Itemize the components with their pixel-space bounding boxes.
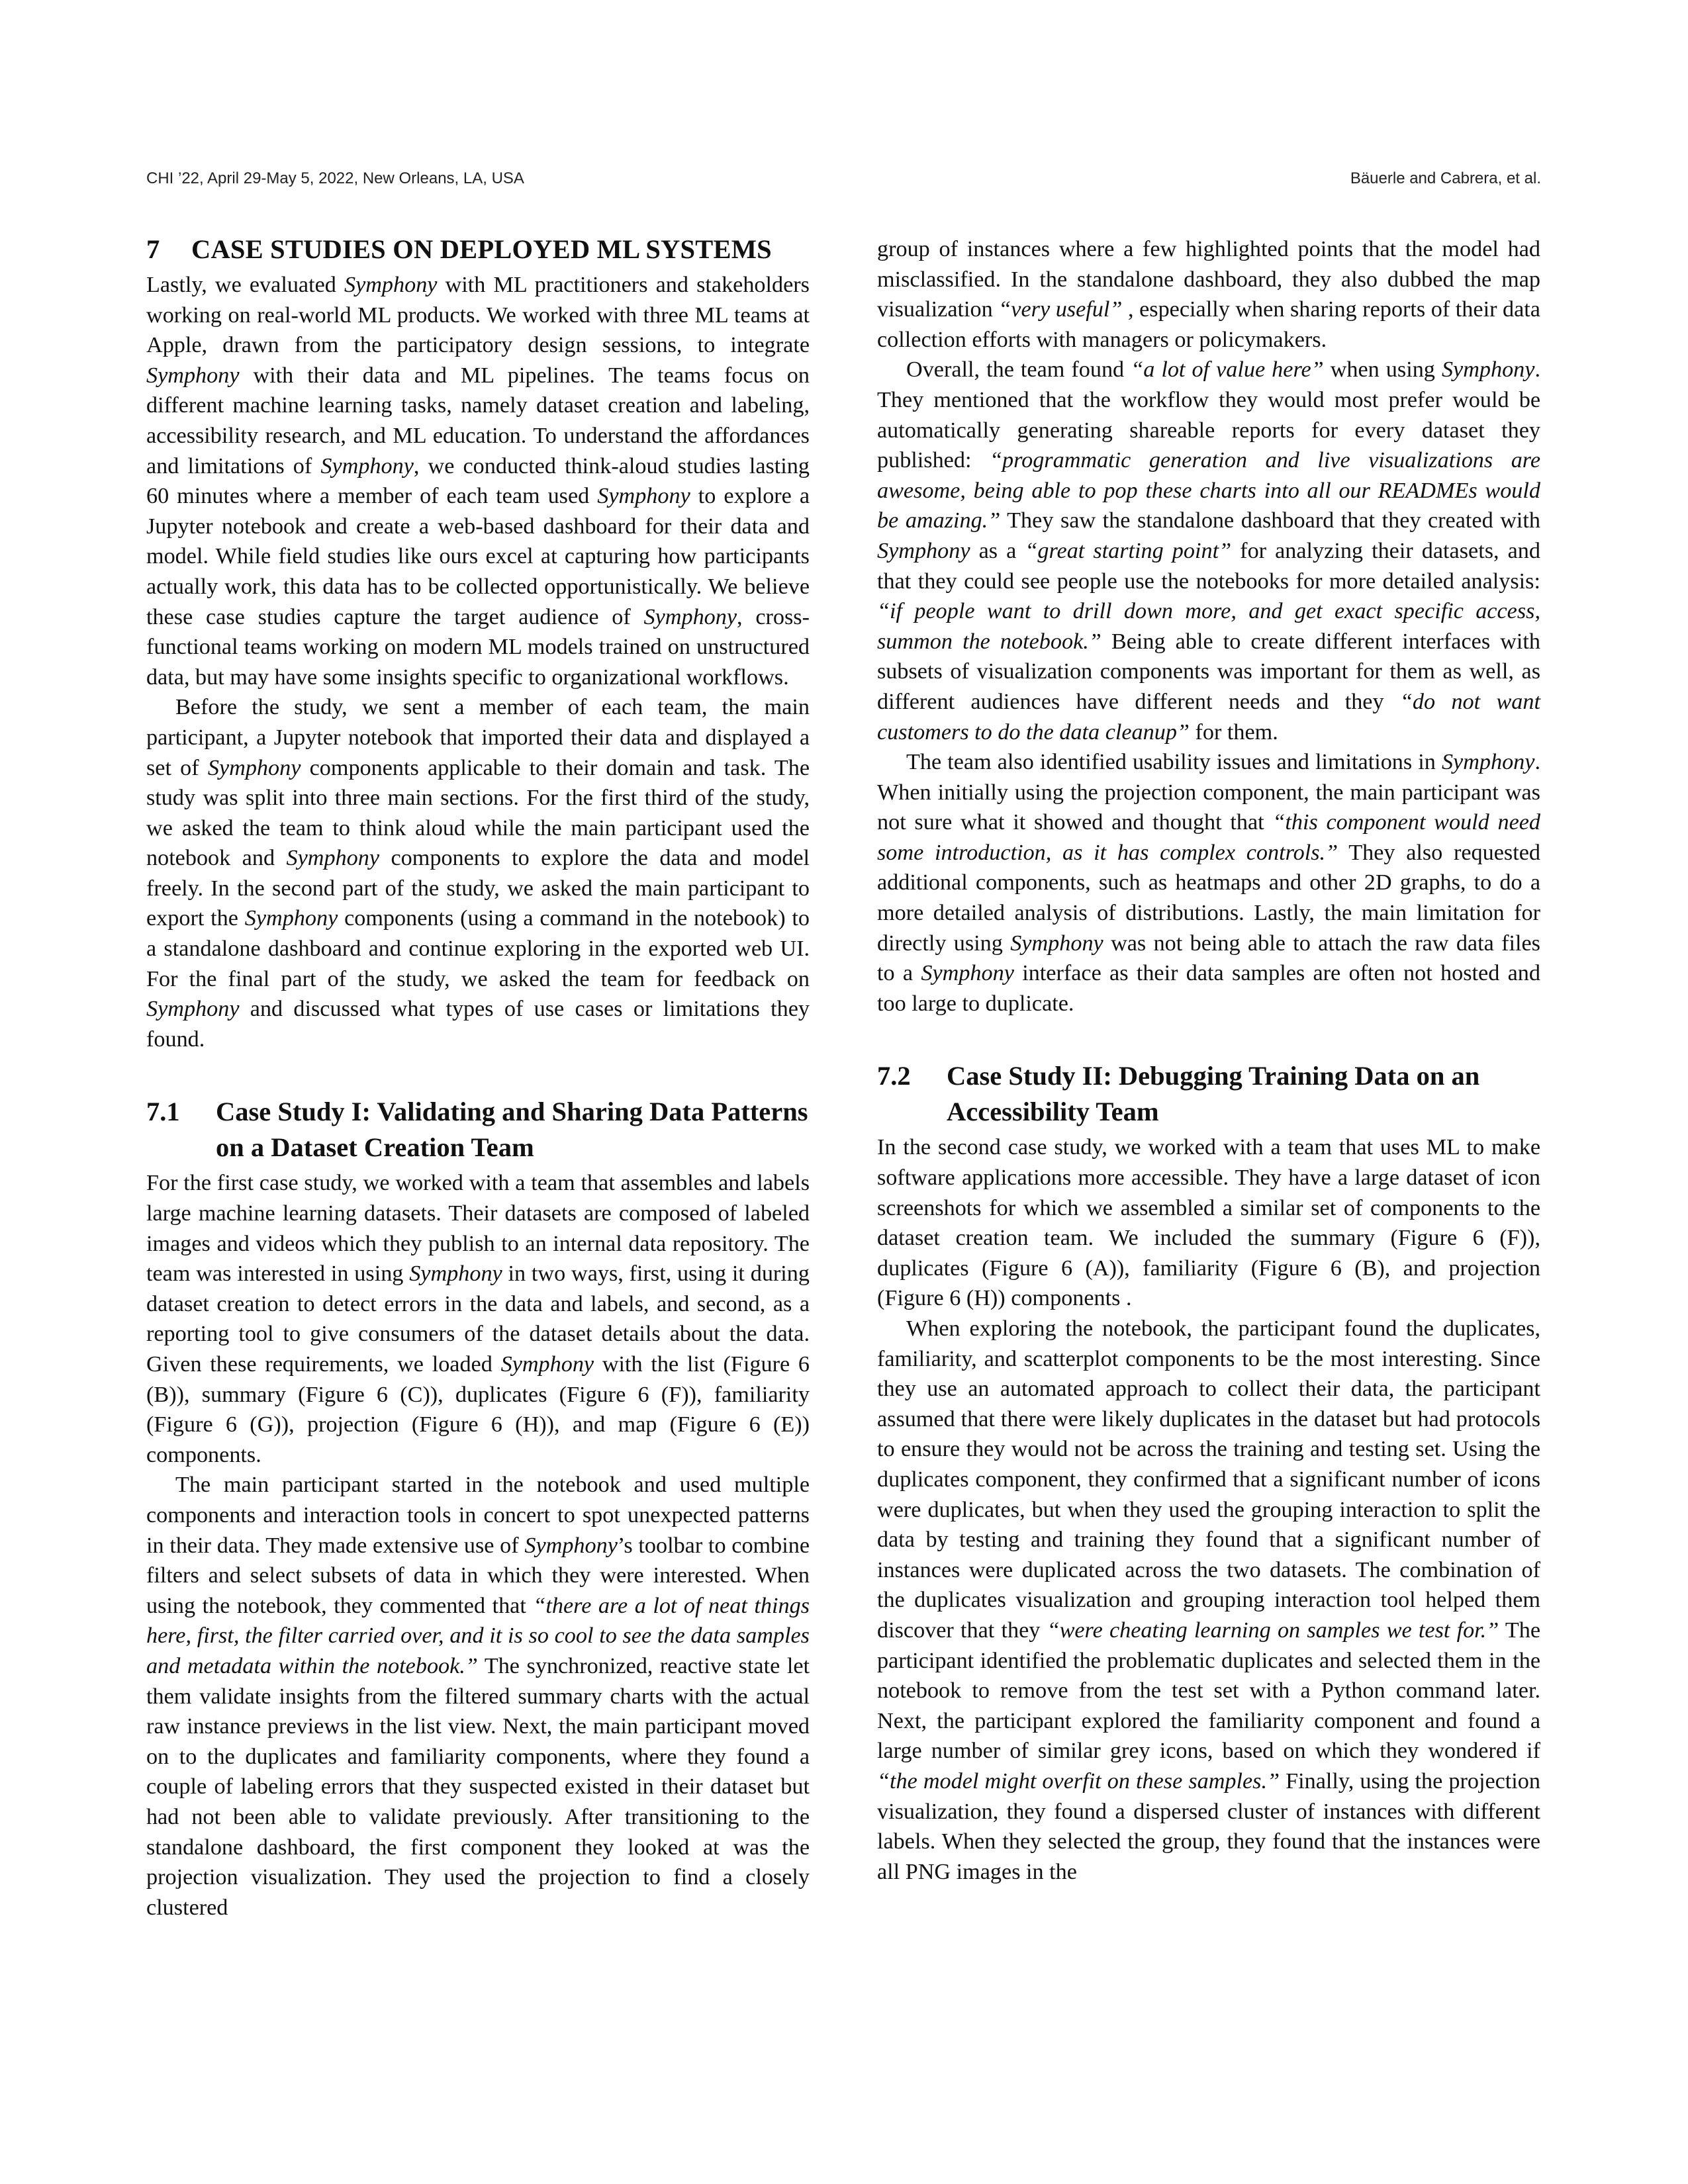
right-column xyxy=(877,232,1540,1887)
paragraph-case-1-feedback: Overall, the team found “a lot of value here” when using Symphony. They mentioned that the workflow they would most prefer would be automatically generating shareable reports for every dataset they published: “programmatic generation and live visualizations are awesome, being able to pop these charts into all our READMEs would be amazing.” They saw the standalone dashboard that they created with Symphony as a “great starting point” for analyzing their datasets, and that they could see people use the notebooks for more detailed analysis: “if people want to drill down more, and get exact specific access, summon the notebook.” Being able to create different interfaces with subsets of visualization components was important for them as well, as different audiences have different needs and they “do not want customers to do the data cleanup” for them. xyxy=(877,357,1541,745)
subsection-heading-7-2 xyxy=(877,1058,1540,1130)
paragraph-case-1-findings: The main participant started in the notebook and used multiple components and interaction tools in concert to spot unexpected patterns in their data. They made extensive use of Symphony’s toolbar to combine filters and select subsets of data in which they were interested. When using the notebook, they commented that “there are a lot of neat things here, first, the filter carried over, and it is so cool to see the data samples and metadata within the notebook.” The synchronized, reactive state let them validate insights from the filtered summary charts with the actual raw instance previews in the list view. Next, the main participant moved on to the duplicates and familiarity components, where they found a couple of labeling errors that they suspected existed in their dataset but had not been able to validate previously. After transitioning to the standalone dashboard, the first component they looked at was the projection visualization. They used the projection to find a closely clustered xyxy=(146,1473,810,1920)
subsection-title: Case Study I: Validating and Sharing Data Patterns on a Dataset Creation Team xyxy=(216,1097,808,1163)
left-column xyxy=(146,232,810,1923)
header-authors: Bäuerle and Cabrera, et al. xyxy=(1350,169,1541,187)
paragraph-case-1-intro: For the first case study, we worked with a team that assembles and labels large machine learning datasets. Their datasets are composed of labeled images and videos which they publish to an internal data repository. The team was interested in using Symphony in two ways, first, using it during dataset creation to detect errors in the data and labels, and second, as a reporting tool to give consumers of the dataset details about the data. Given these requirements, we loaded Symphony with the list (Figure 6 (B)), summary (Figure 6 (C)), duplicates (Figure 6 (F)), familiarity (Figure 6 (G)), projection (Figure 6 (H)), and map (Figure 6 (E)) components. xyxy=(146,1171,810,1467)
section-number: 7 xyxy=(146,234,160,264)
subsection-number: 7.2 xyxy=(877,1061,911,1091)
header-venue: CHI ’22, April 29-May 5, 2022, New Orleans, LA, USA xyxy=(146,169,524,187)
subsection-number: 7.1 xyxy=(146,1097,180,1127)
section-title: CASE STUDIES ON DEPLOYED ML SYSTEMS xyxy=(191,234,772,264)
subsection-heading-7-1 xyxy=(146,1094,810,1165)
paragraph-case-2-findings: When exploring the notebook, the participant found the duplicates, familiarity, and scatterplot components to be the most interesting. Since they use an automated approach to collect their data, the participant assumed that there were likely duplicates in the dataset but had protocols to ensure they would not be across the training and testing set. Using the duplicates component, they confirmed that a significant number of icons were duplicates, but when they used the grouping interaction to split the data by testing and training they found that a significant number of instances were duplicated across the two datasets. The combination of the duplicates visualization and grouping interaction tool helped them discover that they “were cheating learning on samples we test for.” The participant identified the problematic duplicates and selected them in the notebook to remove from the test set with a Python command later. Next, the participant explored the familiarity component and found a large number of similar grey icons, based on which they wondered if “the model might overfit on these samples.” Finally, using the projection visualization, they found a dispersed cluster of instances with different labels. When they selected the group, they found that the instances were all PNG images in the xyxy=(877,1316,1540,1884)
paragraph-intro: Lastly, we evaluated Symphony with ML practitioners and stakeholders working on real-world ML products. We worked with three ML teams at Apple, drawn from the participatory design sessions, to integrate Symphony with their data and ML pipelines. The teams focus on different machine learning tasks, namely dataset creation and labeling, accessibility research, and ML education. To understand the affordances and limitations of Symphony, we conducted think-aloud studies lasting 60 minutes where a member of each team used Symphony to explore a Jupyter notebook and create a web-based dashboard for their data and model. While field studies like ours excel at capturing how participants actually work, this data has to be collected opportunistically. We believe these case studies capture the target audience of Symphony, cross-functional teams working on modern ML models trained on unstructured data, but may have some insights specific to organizational workflows. xyxy=(146,273,810,690)
paragraph-study-procedure: Before the study, we sent a member of each team, the main participant, a Jupyter notebook that imported their data and displayed a set of Symphony components applicable to their domain and task. The study was split into three main sections. For the first third of the study, we asked the team to think aloud while the main participant used the notebook and Symphony components to explore the data and model freely. In the second part of the study, we asked the main participant to export the Symphony components (using a command in the notebook) to a standalone dashboard and continue exploring in the exported web UI. For the final part of the study, we asked the team for feedback on Symphony and discussed what types of use cases or limitations they found. xyxy=(146,695,810,1052)
paragraph-case-2-intro: In the second case study, we worked with a team that uses ML to make software applications more accessible. They have a large dataset of icon screenshots for which we assembled a similar set of components to the dataset creation team. We included the summary (Figure 6 (F)), duplicates (Figure 6 (A)), familiarity (Figure 6 (B), and projection (Figure 6 (H)) components . xyxy=(877,1135,1540,1311)
section-heading xyxy=(146,232,810,267)
paragraph-case-1-limitations: The team also identified usability issues and limitations in Symphony. When initially using the projection component, the main participant was not sure what it showed and thought that “this component would need some introduction, as it has complex controls.” They also requested additional components, such as heatmaps and other 2D graphs, to do a more detailed analysis of distributions. Lastly, the main limitation for directly using Symphony was not being able to attach the raw data files to a Symphony interface as their data samples are often not hosted and too large to duplicate. xyxy=(877,750,1541,1016)
paragraph-case-1-continued: group of instances where a few highlighted points that the model had misclassified. In the standalone dashboard, they also dubbed the map visualization “very useful” , especially when sharing reports of their data collection efforts with managers or policymakers. xyxy=(877,237,1540,352)
subsection-title: Case Study II: Debugging Training Data on an Accessibility Team xyxy=(947,1061,1480,1127)
